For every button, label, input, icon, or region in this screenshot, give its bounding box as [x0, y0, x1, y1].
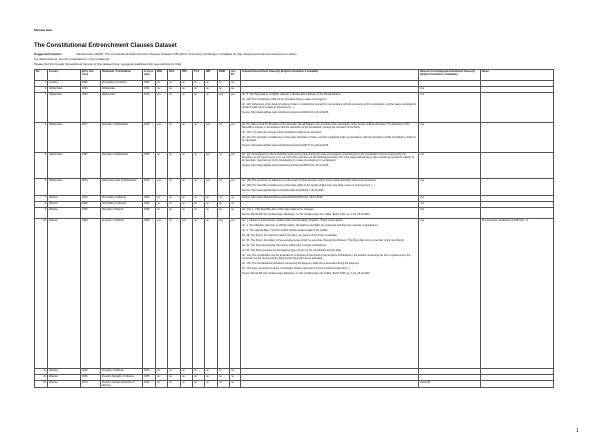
flag-cell: no [230, 381, 241, 388]
flag-cell: no [168, 93, 181, 123]
column-header: EPN [156, 70, 168, 81]
clause-text-cell [241, 179, 419, 196]
flag-cell: yes [156, 123, 168, 153]
table-header [35, 70, 554, 81]
column-header: ROM [218, 70, 230, 81]
table-row [35, 219, 554, 369]
table-row [35, 123, 554, 153]
flag-cell: no [193, 375, 205, 381]
flag-cell: no [230, 196, 241, 202]
flag-cell: yes [205, 179, 218, 196]
clause-paragraph: Art. 142: The Constitutional provisions concerning the Regency shall not be amended during the Regency. [242, 262, 360, 265]
flag-cell: no [156, 153, 168, 179]
country-cell: Albania [48, 381, 81, 388]
clause-text-cell [241, 123, 419, 153]
entry-year-cell: 1939 [81, 369, 101, 375]
clause-paragraph: - [242, 381, 243, 384]
flag-cell: no [168, 196, 181, 202]
statement-cell: People's Socialist Republic of Albania [101, 381, 143, 388]
entry-year-cell: 1928 [81, 219, 101, 369]
flag-cell: yes [181, 219, 193, 369]
flag-cell: yes [205, 123, 218, 153]
flag-cell: no [193, 196, 205, 202]
clause-paragraph: Art. 120: In a state of emergency the Constitution shall not be amended. [242, 131, 322, 134]
column-header: IPR [205, 70, 218, 81]
citation-label: Suggested Citation: [34, 52, 63, 56]
clause-paragraph: Art. 1: Albania is a democratic, parliamentary and hereditary Kingdom. Tirana is the capital. [242, 219, 343, 222]
flag-cell: no [156, 375, 168, 381]
column-header: TCA [193, 70, 205, 81]
clause-text-cell [241, 93, 419, 123]
flag-cell: no [181, 196, 193, 202]
statement-cell: Principality of Albania [101, 202, 143, 208]
spreadsheet-note: Please find the Google Spreadsheet Version of this dataset here: google spreadsheet link (see website for link). [34, 62, 182, 66]
flag-cell: no [181, 375, 193, 381]
clause-paragraph: Art. 2: The Albanian state has no official religion. All religions and faiths are respected and their free exercise is guaranteed. [242, 224, 379, 227]
amendment-clause-cell: Yes [419, 123, 481, 153]
country-cell: Afghanistan [48, 153, 81, 179]
flag-cell: no [205, 381, 218, 388]
flag-cell: no [230, 369, 241, 375]
abbreviations-note: For abbreviations, see the explanations in the Codebook. [34, 57, 110, 61]
amendment-clause-cell: Yes [419, 153, 481, 179]
flag-cell: no [230, 208, 241, 219]
clause-paragraph: Art. 121: The principles of adherence to the basic principles of Islam, and the republican order, in accordance with the provisions of this Constitution, shall not be amended. [242, 136, 416, 142]
clause-paragraph: Source: http://www.afghanistans.com/Information/constitution, 26.10.2015. [242, 189, 325, 192]
country-cell: Afghanistan [48, 179, 81, 196]
row-number: 6 [35, 179, 48, 196]
flag-cell: yes [230, 123, 241, 153]
clause-paragraph: Source: Bernd Rill: Die Verfassungen Albaniens. In: Die Verfassungen der Völker, Berlin 1930, pp. 1-19, 26.10.2015. [242, 213, 371, 216]
clause-paragraph: Source: http://www.afghan-web.com/history/const/const1987.html, 26.10.2015. [242, 164, 329, 167]
clause-paragraph: Art. 143: Every amendment of the Constitution shall be approved by the Constituent Assembly [...] [242, 267, 351, 270]
country-cell: Afghanistan [48, 123, 81, 153]
country-cell: Afghanistan [48, 87, 81, 93]
column-header: Relevant Constitutional Amendment Clause(s) (English translation if available) [419, 70, 481, 81]
column-header: Notes [481, 70, 554, 81]
clause-paragraph: Art. 6: The King shall be a Afghan national, a Muslim and a follower of the Hanafi doctrine. [242, 93, 342, 96]
flag-cell: no [168, 375, 181, 381]
flag-cell: no [218, 179, 230, 196]
until-year-cell: 2016 [143, 81, 156, 87]
flag-cell: no [181, 179, 193, 196]
page-number: 1 [576, 428, 579, 434]
statement-cell: Republic of Afghanistan [101, 123, 143, 153]
flag-cell: no [168, 153, 181, 179]
entry-year-cell: 1976 [81, 381, 101, 388]
flag-cell: no [193, 179, 205, 196]
clause-paragraph: - [242, 87, 243, 90]
flag-cell: no [193, 219, 205, 369]
flag-cell: no [168, 123, 181, 153]
flag-cell: no [218, 369, 230, 375]
until-year-cell: 1928 [143, 208, 156, 219]
flag-cell: no [230, 202, 241, 208]
until-year-cell: 1944 [143, 369, 156, 375]
entry-year-cell: 2004 [81, 179, 101, 196]
flag-cell: no [181, 202, 193, 208]
clause-paragraph: Art. 52: The King cannot leave the country without the consent of Parliament. [242, 244, 328, 247]
author: Michael Hein [34, 28, 53, 32]
flag-cell: no [156, 196, 168, 202]
flag-cell: yes [205, 153, 218, 179]
flag-cell: yes [218, 219, 230, 369]
notes-cell [481, 381, 554, 388]
amendment-clause-cell: Yes [419, 208, 481, 219]
amendment-clause-cell: Yes [419, 93, 481, 123]
amendment-clause-cell: - [419, 81, 481, 87]
statement-cell: Islamic Republic of Afghanistan [101, 179, 143, 196]
flag-cell: no [168, 369, 181, 375]
flag-cell: no [181, 87, 193, 93]
flag-cell: yes [156, 179, 168, 196]
clause-paragraph: Art. 64: Islam is and the President of the Republic, like all Afghans, the principle of the sovereignty of the people shall be observed. The President of the Republic is elected, in accordance with the procedure of the Constitution, among the members of the Party. [242, 123, 410, 129]
flag-cell: no [168, 208, 181, 219]
entry-year-cell: 1923 [81, 87, 101, 93]
row-number: 4 [35, 123, 48, 153]
flag-cell: yes [156, 93, 168, 123]
flag-cell: no [181, 153, 193, 179]
statement-cell: Principality of Albania [101, 196, 143, 202]
until-year-cell: 1925 [143, 202, 156, 208]
clause-paragraph: Art. 141: The Constitution may be amended by a decision of two-thirds of all members of Parliament; the articles concerning the form of government, the succession to the throne and the rights of the King shall not be amended. [242, 254, 411, 260]
clause-paragraph: Source: http://www.afghan-web.com/history/const/const1964.html, 26.10.2015. [242, 111, 329, 114]
column-header: Statement / Constitution [101, 70, 143, 81]
flag-cell: no [181, 208, 193, 219]
flag-cell: no [156, 208, 168, 219]
entry-year-cell: 1964 [81, 93, 101, 123]
entry-year-cell: 1925 [81, 208, 101, 219]
flag-cell: no [193, 153, 205, 179]
entry-year-cell: 1993 [81, 81, 101, 87]
clause-paragraph: - [242, 375, 243, 378]
clause-text-cell [241, 208, 419, 219]
statement-cell: Principality of Andorra [101, 81, 143, 87]
until-year-cell: 1973 [143, 93, 156, 123]
entry-year-cell: 1946 [81, 375, 101, 381]
country-cell: Albania [48, 196, 81, 202]
flag-cell: no [168, 179, 181, 196]
flag-cell: no [181, 381, 193, 388]
flag-cell: no [205, 369, 218, 375]
amendment-clause-cell: Yes [419, 196, 481, 202]
row-number: 1 [35, 81, 48, 87]
flag-cell: no [156, 369, 168, 375]
statement-cell: Afghanistan [101, 87, 143, 93]
notes-cell [481, 179, 554, 196]
flag-cell: no [218, 375, 230, 381]
amendment-clause-cell: - [419, 375, 481, 381]
flag-cell: no [205, 219, 218, 369]
until-year-cell: 2016 [143, 179, 156, 196]
flag-cell: no [218, 87, 230, 93]
flag-cell: yes [218, 93, 230, 123]
flag-cell: no [205, 196, 218, 202]
flag-cell: yes [230, 93, 241, 123]
column-header: In force until [143, 70, 156, 81]
row-number: 7 [35, 196, 48, 202]
flag-cell: no [218, 381, 230, 388]
until-year-cell: 1976 [143, 375, 156, 381]
table-row [35, 208, 554, 219]
row-number: 13 [35, 381, 48, 388]
document-title: The Constitutional Entrenchment Clauses Dataset [34, 43, 177, 49]
clause-paragraph: Art. 149: The provisions of adherence to the tenets of Islam and the regime of the Islamic Republic shall not be amended. [242, 179, 377, 182]
column-header: No. [35, 70, 48, 81]
country-cell: Andorra [48, 81, 81, 87]
until-year-cell: 1991 [143, 381, 156, 388]
clause-paragraph: - [242, 369, 243, 372]
statement-cell: Kingdom of Albania [101, 369, 143, 375]
flag-cell: no [181, 93, 193, 123]
clause-paragraph: Source: Bernd Rill: Die Verfassungen Albaniens. In: Die Verfassungen der Völker, Berlin 1930, pp. 1-19, 26.10.2015. [242, 272, 371, 275]
flag-cell: no [205, 81, 218, 87]
flag-cell: no [230, 375, 241, 381]
amendment-clause-cell: Yes [419, 202, 481, 208]
clause-paragraph: Source: http://www.albanianhistory.net/texts20/AH1914.html, 26.10.2015. [242, 196, 323, 199]
column-header: Entry into force [81, 70, 101, 81]
flag-cell: no [193, 93, 205, 123]
notes-cell [481, 153, 554, 179]
country-cell: Albania [48, 369, 81, 375]
flag-cell: no [193, 123, 205, 153]
citation [34, 52, 297, 56]
clause-paragraph: Art. 141: [...] The Republic form of the state shall not be changed. [242, 208, 315, 211]
flag-cell: yes [230, 153, 241, 179]
notes-cell [481, 123, 554, 153]
notes-cell [481, 208, 554, 219]
flag-cell: no [205, 93, 218, 123]
flag-cell: no [193, 381, 205, 388]
clause-text-cell [241, 219, 419, 369]
flag-cell: no [193, 202, 205, 208]
flag-cell: no [168, 81, 181, 87]
amendment-clause-cell: Yes [419, 87, 481, 93]
table-row [35, 381, 554, 388]
row-number: 2 [35, 87, 48, 93]
flag-cell: no [156, 81, 168, 87]
flag-cell: no [156, 381, 168, 388]
clause-paragraph: Art. 51: The King is the holder of the executive power which he exercises through the Ministers. The King shall not be a member of the royal family. [242, 239, 405, 242]
flag-cell: no [218, 123, 230, 153]
flag-cell: no [168, 381, 181, 388]
country-cell: Afghanistan [48, 93, 81, 123]
column-header: Any EC [230, 70, 241, 81]
flag-cell: no [168, 87, 181, 93]
row-number: 12 [35, 375, 48, 381]
flag-cell: no [156, 202, 168, 208]
flag-cell: no [193, 87, 205, 93]
clause-text-cell [241, 153, 419, 179]
statement-cell: Afghanistan [101, 93, 143, 123]
table-row [35, 179, 554, 196]
until-year-cell: 1978 [143, 123, 156, 153]
row-number: 9 [35, 208, 48, 219]
flag-cell: no [205, 87, 218, 93]
flag-cell: yes [156, 219, 168, 369]
country-cell: Albania [48, 208, 81, 219]
flag-cell: no [181, 123, 193, 153]
clause-paragraph: Art. 149: The principles of adherence to the basic rights of the people shall not be amended, unless to improve them [...] [242, 184, 375, 187]
flag-cell: no [181, 81, 193, 87]
clause-paragraph: Art. 48: The King is the supreme head of the army; the person of the King is inviolable. [242, 234, 338, 237]
flag-cell: no [218, 208, 230, 219]
row-number: 11 [35, 369, 48, 375]
column-header: PPA [181, 70, 193, 81]
flag-cell: no [218, 81, 230, 87]
clause-paragraph: Art. 147: Amendments to the Constitution shall not be made during the state of emergency. Amendments to the Constitution may be proposed by the President, by the government or by one third of the members of the National Assembly. The Loya Jirga shall decide on the proposal by two-thirds majority of its members. (Amendment of the Constitution in a state of emergency is not allowed.) [242, 153, 415, 162]
row-number: 5 [35, 153, 48, 179]
amendment-clause-cell: - [419, 369, 481, 375]
until-year-cell: 1931 [143, 87, 156, 93]
entry-year-cell: 1914 [81, 196, 101, 202]
clause-paragraph: Source: http://www.afghan-web.com/history/const/const1977.html, 26.10.2015. [242, 144, 329, 147]
column-header: Country [48, 70, 81, 81]
until-year-cell: 1920 [143, 196, 156, 202]
statement-cell: Kingdom of Albania [101, 219, 143, 369]
clause-paragraph: Art. 120: The Constitution shall not be amended during a state of emergency. [242, 98, 328, 101]
dataset-table [34, 69, 554, 388]
flag-cell: no [193, 208, 205, 219]
country-cell: Albania [48, 202, 81, 208]
statement-cell: Republic of Albania [101, 208, 143, 219]
flag-cell: no [218, 196, 230, 202]
flag-cell: no [218, 153, 230, 179]
until-year-cell: 1939 [143, 219, 156, 369]
clause-paragraph: Art. 120: Adherence to the basic principles of Islam, constitutional monarchy in accordance with the provisions of this constitution, and the values embodied in Article 8 shall not be subject to amendment [...] [242, 103, 417, 109]
entry-year-cell: 1920 [81, 202, 101, 208]
flag-cell: no [181, 369, 193, 375]
flag-cell: no [205, 208, 218, 219]
flag-cell: yes [230, 219, 241, 369]
table-row [35, 153, 554, 179]
flag-cell: no [218, 202, 230, 208]
row-number: 8 [35, 202, 48, 208]
flag-cell: no [156, 87, 168, 93]
clause-paragraph: - [242, 202, 243, 205]
flag-cell: yes [230, 179, 241, 196]
row-number: 3 [35, 93, 48, 123]
flag-cell: no [168, 202, 181, 208]
column-header: Textual Entrenchment Clause(s) (English translation if available) [241, 70, 419, 81]
flag-cell: no [193, 369, 205, 375]
table-row [35, 93, 554, 123]
statement-cell: Republic of Afghanistan [101, 153, 143, 179]
statement-cell: People's Republic of Albania [101, 375, 143, 381]
notes-cell [481, 93, 554, 123]
column-header: ECA [168, 70, 181, 81]
flag-cell: no [193, 81, 205, 87]
flag-cell: no [205, 375, 218, 381]
country-cell: Albania [48, 219, 81, 369]
flag-cell: no [168, 219, 181, 369]
country-cell: Albania [48, 375, 81, 381]
entry-year-cell: 1987 [81, 153, 101, 179]
clause-paragraph: - [242, 81, 243, 84]
flag-cell: no [205, 202, 218, 208]
clause-paragraph: Art. 53: The King exercises the prerogatives given to him by the Constitution and the laws. [242, 249, 342, 252]
clause-paragraph: Art. 4: The national flag is red with a black double-headed eagle in the middle. [242, 229, 329, 232]
notes-cell: Per amended constitution of 1928 (Art. 1). [481, 219, 554, 369]
amendment-clause-cell: Article 86 [419, 381, 481, 388]
flag-cell: no [230, 87, 241, 93]
until-year-cell: 1990 [143, 153, 156, 179]
entry-year-cell: 1977 [81, 123, 101, 153]
amendment-clause-cell: Yes [419, 219, 481, 369]
flag-cell: no [230, 81, 241, 87]
amendment-clause-cell: Yes [419, 179, 481, 196]
citation-text: Michael Hein (2018): The Constitutional Entrenchment Clauses Dataset 1789-2016. University of Göttingen. Available at: http://www.entrenchment-clauses.com (date). [76, 52, 298, 56]
clause-text-cell [241, 381, 419, 388]
row-number: 10 [35, 219, 48, 369]
